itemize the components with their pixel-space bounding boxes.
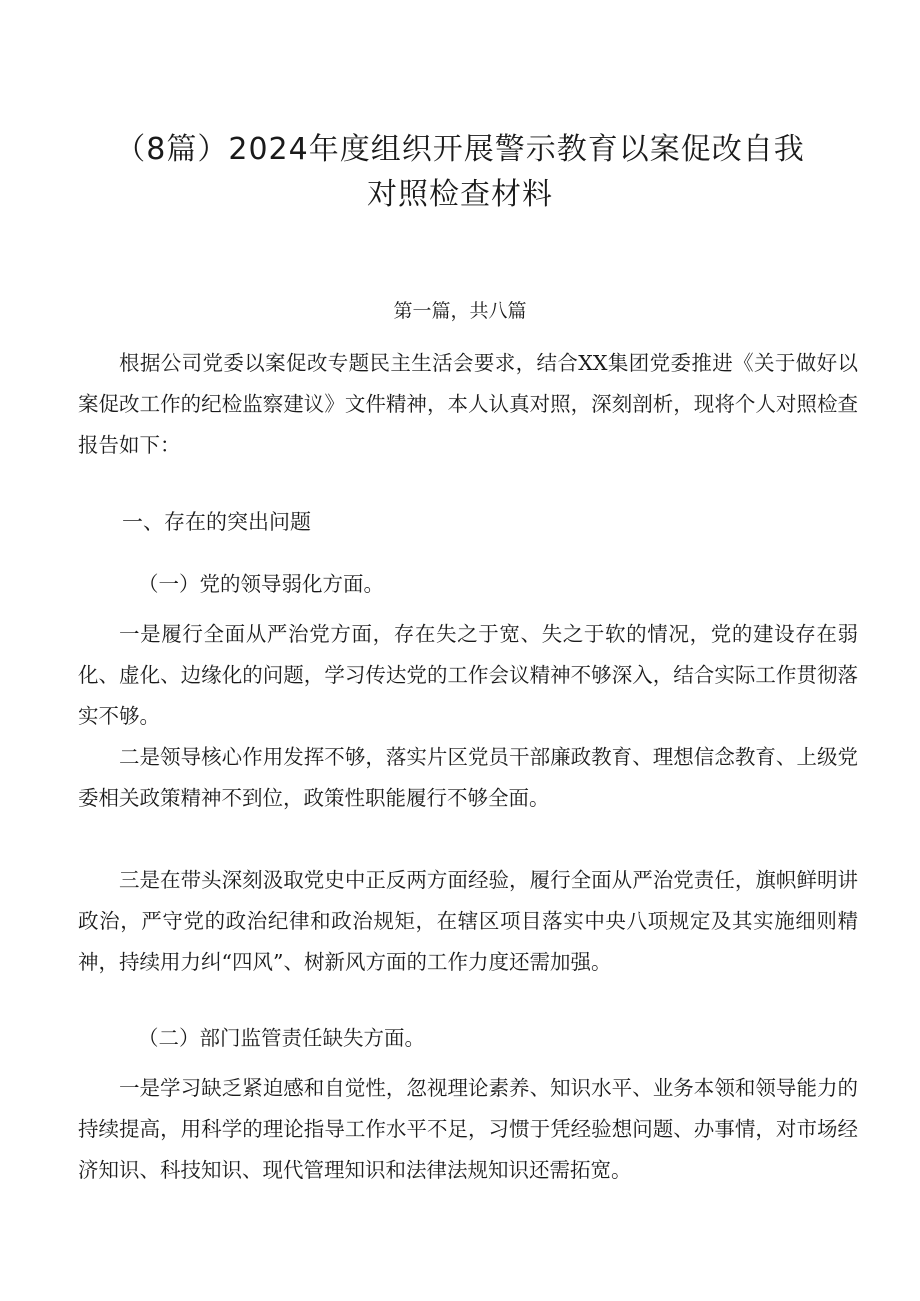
section-heading: 一、存在的突出问题 — [122, 510, 311, 534]
intro-paragraph: 根据公司党委以案促改专题民主生活会要求，结合XX集团党委推进《关于做好以案促改工作的纪检监察建议》文件精神，本人认真对照，深刻剖析，现将个人对照检查报告如下： — [78, 351, 858, 457]
subsection-heading: （一）党的领导弱化方面。 — [138, 572, 384, 596]
body-paragraph: 二是领导核心作用发挥不够，落实片区党员干部廉政教育、理想信念教育、上级党委相关政策精神不到位，政策性职能履行不够全面。 — [78, 745, 858, 810]
body-paragraph: 一是履行全面从严治党方面，存在失之于宽、失之于软的情况，党的建设存在弱化、虚化、边缘化的问题，学习传达党的工作会议精神不够深入，结合实际工作贯彻落实不够。 — [78, 622, 858, 728]
body-paragraph: 一是学习缺乏紧迫感和自觉性，忽视理论素养、知识水平、业务本领和领导能力的持续提高，用科学的理论指导工作水平不足，习惯于凭经验想问题、办事情，对市场经济知识、科技知识、现代管理知识和法律法规知识还需拓宽。 — [78, 1076, 858, 1182]
subsection-heading: （二）部门监管责任缺失方面。 — [138, 1026, 425, 1050]
document-title-line-2: 对照检查材料 — [367, 177, 553, 212]
document-title-line-1: （8篇）2024年度组织开展警示教育以案促改自我 — [115, 132, 805, 167]
body-paragraph: 三是在带头深刻汲取党史中正反两方面经验，履行全面从严治党责任，旗帜鲜明讲政治，严守党的政治纪律和政治规矩，在辖区项目落实中央八项规定及其实施细则精神，持续用力纠“四风”、树新风方面的工作力度还需加强。 — [78, 868, 858, 974]
document-subtitle: 第一篇，共八篇 — [393, 300, 527, 322]
